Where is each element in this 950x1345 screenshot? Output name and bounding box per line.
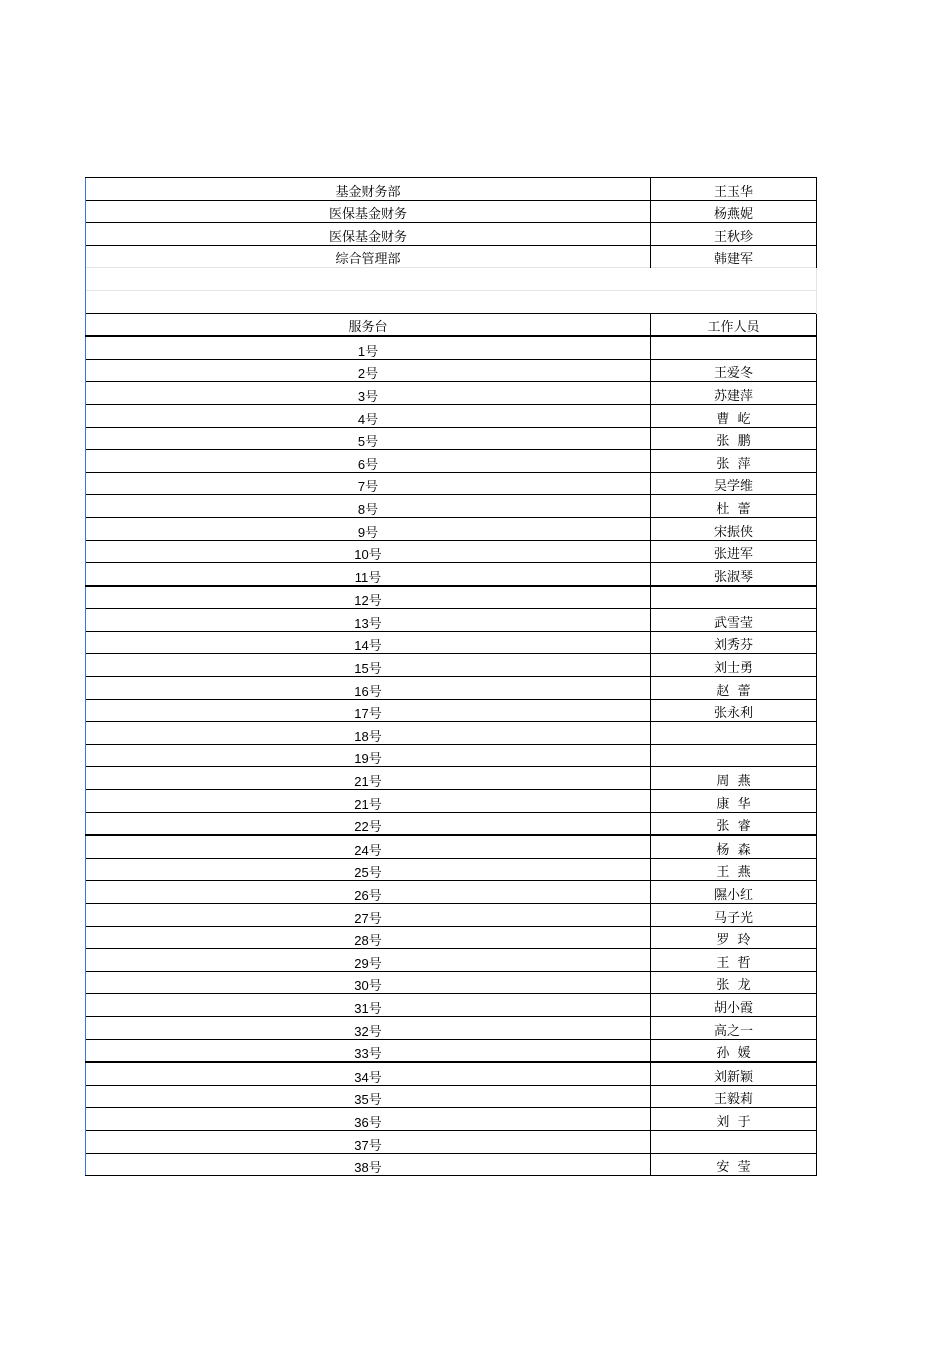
staff-name-cell[interactable]: 刘秀芬 (651, 631, 817, 654)
staff-name-cell[interactable]: 吴学维 (651, 472, 817, 495)
desk-number-cell[interactable]: 9号 (86, 517, 651, 540)
blank-cell[interactable] (86, 268, 817, 291)
desk-number-cell[interactable]: 24号 (86, 835, 651, 858)
service-desk-row (86, 609, 817, 632)
service-desk-row (86, 540, 817, 563)
staff-name-cell[interactable]: 王毅莉 (651, 1085, 817, 1108)
staff-assignment-sheet (85, 177, 817, 1176)
department-person-cell[interactable]: 王秋珍 (651, 223, 817, 246)
desk-number-cell[interactable]: 7号 (86, 472, 651, 495)
service-desk-row (86, 382, 817, 405)
staff-name-cell[interactable]: 张 睿 (651, 812, 817, 835)
service-desk-row (86, 563, 817, 586)
department-person-cell[interactable]: 韩建军 (651, 245, 817, 268)
service-desk-row (86, 517, 817, 540)
service-desk-row (86, 654, 817, 677)
desk-number-cell[interactable]: 22号 (86, 812, 651, 835)
service-desk-row (86, 1039, 817, 1062)
staff-name-cell[interactable] (651, 1130, 817, 1153)
service-desk-row (86, 949, 817, 972)
staff-name-cell[interactable]: 刘新颖 (651, 1062, 817, 1085)
desk-number-cell[interactable]: 17号 (86, 699, 651, 722)
desk-number-cell[interactable]: 11号 (86, 563, 651, 586)
department-row (86, 245, 817, 268)
service-desk-row (86, 835, 817, 858)
staff-name-cell[interactable]: 杜 蕾 (651, 495, 817, 518)
staff-name-cell[interactable]: 苏建萍 (651, 382, 817, 405)
desk-number-cell[interactable]: 14号 (86, 631, 651, 654)
service-desk-row (86, 404, 817, 427)
service-desk-row (86, 631, 817, 654)
staff-name-cell[interactable]: 马子光 (651, 904, 817, 927)
service-desk-row (86, 1108, 817, 1131)
service-header-row (86, 313, 817, 336)
desk-number-cell[interactable]: 18号 (86, 722, 651, 745)
desk-number-cell[interactable]: 13号 (86, 609, 651, 632)
staff-name-cell[interactable]: 刘 于 (651, 1108, 817, 1131)
service-desk-row (86, 744, 817, 767)
staff-name-cell[interactable]: 王 哲 (651, 949, 817, 972)
staff-name-cell[interactable]: 胡小霞 (651, 994, 817, 1017)
staff-name-cell[interactable]: 张 龙 (651, 971, 817, 994)
staff-name-cell[interactable]: 张 鹏 (651, 427, 817, 450)
staff-name-cell[interactable]: 曹 屹 (651, 404, 817, 427)
staff-column-header[interactable]: 工作人员 (651, 313, 817, 336)
desk-number-cell[interactable]: 16号 (86, 677, 651, 700)
blank-row (86, 290, 817, 313)
desk-number-cell[interactable]: 38号 (86, 1153, 651, 1176)
staff-name-cell[interactable]: 赵 蕾 (651, 677, 817, 700)
service-desk-row (86, 812, 817, 835)
staff-name-cell[interactable]: 王 燕 (651, 858, 817, 881)
staff-name-cell[interactable]: 周 燕 (651, 767, 817, 790)
department-name-cell[interactable]: 综合管理部 (86, 245, 651, 268)
staff-name-cell[interactable] (651, 744, 817, 767)
service-desk-row (86, 1130, 817, 1153)
desk-number-cell[interactable]: 4号 (86, 404, 651, 427)
desk-number-cell[interactable]: 25号 (86, 858, 651, 881)
staff-name-cell[interactable]: 张永利 (651, 699, 817, 722)
desk-number-cell[interactable]: 2号 (86, 359, 651, 382)
department-person-cell[interactable]: 杨燕妮 (651, 200, 817, 223)
department-row (86, 223, 817, 246)
desk-number-cell[interactable]: 36号 (86, 1108, 651, 1131)
staff-name-cell[interactable]: 王爱冬 (651, 359, 817, 382)
staff-name-cell[interactable]: 杨 森 (651, 835, 817, 858)
service-desk-row (86, 1085, 817, 1108)
service-desk-row (86, 586, 817, 609)
service-desk-row (86, 926, 817, 949)
service-desk-row (86, 1062, 817, 1085)
desk-number-cell[interactable]: 27号 (86, 904, 651, 927)
service-desk-row (86, 1153, 817, 1176)
department-person-cell[interactable]: 王玉华 (651, 178, 817, 201)
staff-name-cell[interactable]: 隰小红 (651, 881, 817, 904)
staff-name-cell[interactable] (651, 722, 817, 745)
department-row (86, 200, 817, 223)
staff-name-cell[interactable] (651, 586, 817, 609)
desk-number-cell[interactable]: 21号 (86, 790, 651, 813)
service-desk-row (86, 336, 817, 359)
service-desk-row (86, 994, 817, 1017)
desk-number-cell[interactable]: 30号 (86, 971, 651, 994)
service-desk-row (86, 767, 817, 790)
service-desk-row (86, 472, 817, 495)
desk-number-cell[interactable]: 1号 (86, 336, 651, 359)
service-desk-row (86, 677, 817, 700)
desk-number-cell[interactable]: 35号 (86, 1085, 651, 1108)
service-desk-row (86, 881, 817, 904)
staff-name-cell[interactable]: 高之一 (651, 1016, 817, 1039)
staff-name-cell[interactable]: 宋振侠 (651, 517, 817, 540)
service-desk-row (86, 971, 817, 994)
desk-number-cell[interactable]: 3号 (86, 382, 651, 405)
desk-number-cell[interactable]: 33号 (86, 1039, 651, 1062)
staff-name-cell[interactable]: 罗 玲 (651, 926, 817, 949)
department-row (86, 178, 817, 201)
service-desk-row (86, 904, 817, 927)
department-name-cell[interactable]: 基金财务部 (86, 178, 651, 201)
staff-name-cell[interactable] (651, 336, 817, 359)
staff-name-cell[interactable]: 孙 媛 (651, 1039, 817, 1062)
service-desk-row (86, 790, 817, 813)
desk-number-cell[interactable]: 12号 (86, 586, 651, 609)
service-desk-row (86, 699, 817, 722)
staff-name-cell[interactable]: 康 华 (651, 790, 817, 813)
staff-name-cell[interactable]: 武雪莹 (651, 609, 817, 632)
desk-number-cell[interactable]: 5号 (86, 427, 651, 450)
desk-number-cell[interactable]: 10号 (86, 540, 651, 563)
staff-name-cell[interactable]: 张 萍 (651, 450, 817, 473)
desk-number-cell[interactable]: 21号 (86, 767, 651, 790)
desk-column-header[interactable]: 服务台 (86, 313, 651, 336)
desk-number-cell[interactable]: 34号 (86, 1062, 651, 1085)
desk-number-cell[interactable]: 6号 (86, 450, 651, 473)
desk-number-cell[interactable]: 19号 (86, 744, 651, 767)
desk-number-cell[interactable]: 8号 (86, 495, 651, 518)
service-desk-row (86, 722, 817, 745)
desk-number-cell[interactable]: 15号 (86, 654, 651, 677)
desk-number-cell[interactable]: 32号 (86, 1016, 651, 1039)
desk-number-cell[interactable]: 37号 (86, 1130, 651, 1153)
service-desk-row (86, 450, 817, 473)
sheet-body (86, 178, 817, 1176)
desk-number-cell[interactable]: 28号 (86, 926, 651, 949)
staff-name-cell[interactable]: 张进军 (651, 540, 817, 563)
desk-number-cell[interactable]: 26号 (86, 881, 651, 904)
blank-row (86, 268, 817, 291)
desk-number-cell[interactable]: 29号 (86, 949, 651, 972)
service-desk-row (86, 1016, 817, 1039)
department-name-cell[interactable]: 医保基金财务 (86, 223, 651, 246)
staff-name-cell[interactable]: 张淑琴 (651, 563, 817, 586)
department-name-cell[interactable]: 医保基金财务 (86, 200, 651, 223)
desk-number-cell[interactable]: 31号 (86, 994, 651, 1017)
service-desk-row (86, 427, 817, 450)
blank-cell[interactable] (86, 290, 817, 313)
service-desk-row (86, 858, 817, 881)
service-desk-row (86, 495, 817, 518)
service-desk-row (86, 359, 817, 382)
staff-name-cell[interactable]: 刘士勇 (651, 654, 817, 677)
staff-name-cell[interactable]: 安 莹 (651, 1153, 817, 1176)
